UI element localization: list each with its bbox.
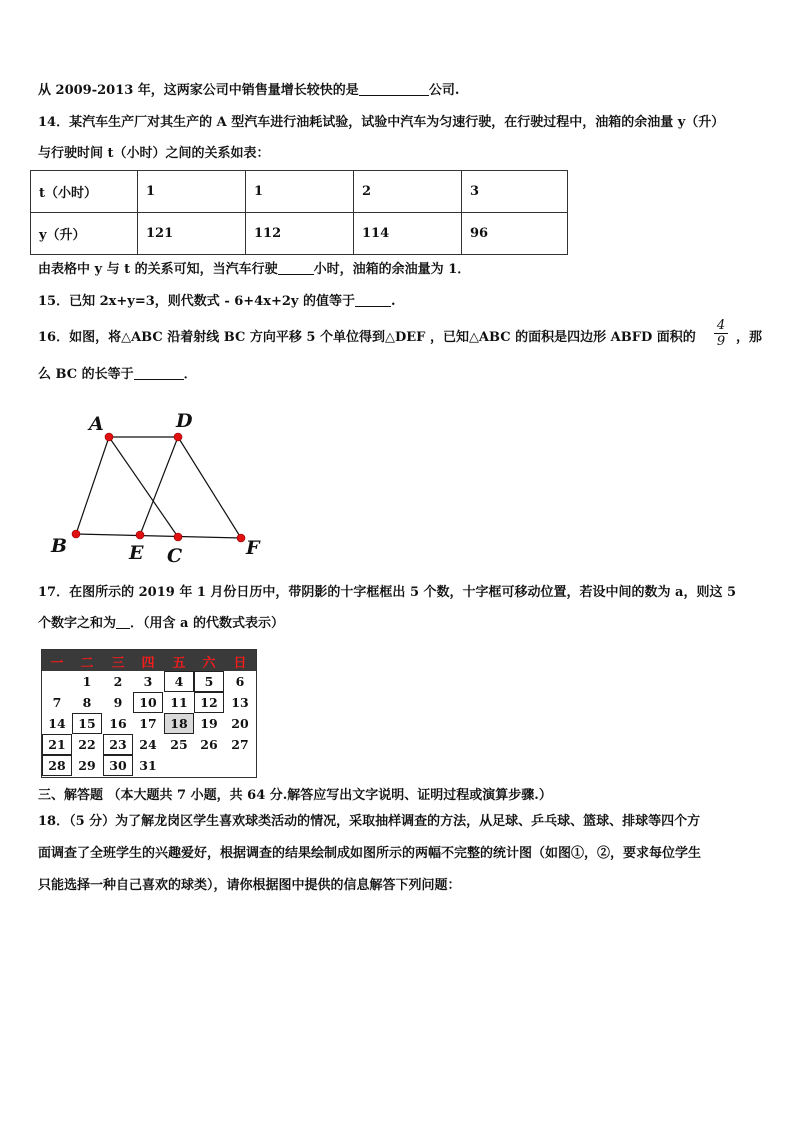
label-A: A [89, 413, 104, 435]
label-B: B [51, 535, 68, 557]
calendar-day-cell: 4 [164, 671, 194, 692]
weekday-label: 三 [111, 656, 125, 671]
calendar-day-cell: 20 [231, 716, 249, 731]
q16-line1: 16．如图，将△ABC 沿着射线 BC 方向平移 5 个单位得到△DEF ，已知△ABC 的面积是四边形 ABFD 面积的 [38, 330, 696, 345]
point-A [105, 433, 113, 441]
weekday-label: 六 [202, 656, 216, 671]
calendar-day-cell: 27 [231, 737, 249, 752]
table-cell: 1 [138, 171, 246, 213]
calendar-day-cell: 30 [103, 755, 133, 776]
calendar-day-cell: 31 [139, 758, 157, 773]
answer-blank [116, 615, 130, 629]
section-3-heading: 三、解答题 （本大题共 7 小题，共 64 分.解答应写出文字说明、证明过程或演算步骤.） [38, 788, 552, 803]
segment-DF [178, 437, 241, 538]
calendar-day-cell: 5 [194, 671, 224, 692]
segment-AB [76, 437, 109, 534]
weekday-label: 四 [141, 656, 155, 671]
answer-blank [359, 82, 429, 96]
calendar-day-cell: 10 [133, 692, 163, 713]
table-cell: 114 [354, 213, 462, 255]
fraction-four-ninths: $\frac{4}{9}$ [714, 318, 728, 350]
calendar-day-cell: 12 [194, 692, 224, 713]
table-row [31, 171, 568, 213]
q14-line1: 14．某汽车生产厂对其生产的 A 型汽车进行油耗试验，试验中汽车为匀速行驶，在行驶过程中，油箱的余油量 y（升） [38, 115, 725, 130]
q14-line2: 与行驶时间 t（小时）之间的关系如表： [38, 146, 270, 161]
calendar-day-cell [42, 671, 72, 692]
q17-line1: 17．在图所示的 2019 年 1 月份日历中，带阴影的十字框框出 5 个数，十字框可移动位置，若设中间的数为 a，则这 5 [38, 585, 737, 600]
calendar-day-cell: 6 [235, 674, 245, 689]
calendar-day-cell: 26 [200, 737, 218, 752]
calendar-day-cell: 15 [72, 713, 102, 734]
translation-figure [40, 400, 280, 575]
calendar-day-cell: 24 [139, 737, 157, 752]
calendar-day-cell: 23 [103, 734, 133, 755]
calendar-day-cell: 11 [170, 695, 188, 710]
table-cell: 1 [246, 171, 354, 213]
calendar-day-cell: 29 [78, 758, 96, 773]
weekday-label: 五 [172, 656, 186, 671]
answer-blank [355, 293, 391, 307]
calendar-day-cell: 16 [109, 716, 127, 731]
answer-blank [134, 366, 184, 380]
calendar-day-cell: 7 [52, 695, 62, 710]
calendar-day-cell [164, 755, 194, 776]
calendar-day-cell: 28 [42, 755, 72, 776]
calendar-day-cell: 19 [200, 716, 218, 731]
q16-line1-end: ，那 [736, 330, 763, 345]
calendar-day-cell: 2 [113, 674, 123, 689]
point-C [174, 533, 182, 541]
label-E: E [129, 542, 144, 564]
table-header-cell: t（小时） [31, 171, 138, 213]
calendar-day-cell: 1 [82, 674, 92, 689]
table-cell: 3 [462, 171, 568, 213]
table-cell: 96 [462, 213, 568, 255]
calendar-day-cell: 13 [231, 695, 249, 710]
segment-BF [76, 534, 241, 538]
calendar-day-cell: 22 [78, 737, 96, 752]
table-cell: 121 [138, 213, 246, 255]
answer-blank [278, 261, 314, 275]
table-cell: 112 [246, 213, 354, 255]
point-B [72, 530, 80, 538]
point-D [174, 433, 182, 441]
segment-AC [109, 437, 178, 537]
calendar-day-cell: 9 [113, 695, 123, 710]
q18-line3: 只能选择一种自己喜欢的球类），请你根据图中提供的信息解答下列问题： [38, 878, 461, 893]
calendar-day-cell: 21 [42, 734, 72, 755]
calendar-day-cell: 8 [82, 695, 92, 710]
label-C: C [167, 545, 183, 567]
q13-tail-line: 从 2009-2013 年，这两家公司中销售量增长较快的是 公司. [38, 83, 460, 98]
weekday-label: 一 [50, 656, 64, 671]
q18-line1: 18．（5 分）为了解龙岗区学生喜欢球类活动的情况，采取抽样调查的方法，从足球、乒乓球、篮球、排球等四个方 [38, 814, 701, 829]
calendar-weekday-header [42, 650, 256, 671]
calendar-day-cell: 17 [139, 716, 157, 731]
calendar-day-cell [225, 755, 255, 776]
calendar-day-cell: 25 [170, 737, 188, 752]
weekday-label: 二 [80, 656, 94, 671]
label-F: F [246, 537, 260, 559]
point-F [237, 534, 245, 542]
calendar-day-cell: 14 [48, 716, 66, 731]
table-cell: 2 [354, 171, 462, 213]
q15-line: 15．已知 2x+y=3，则代数式 - 6+4x+2y 的值等于 . [38, 294, 396, 309]
q16-line2: 么 BC 的长等于 ． [38, 367, 197, 382]
table-row [31, 213, 568, 255]
q17-line2: 个数字之和为 ．（用含 a 的代数式表示） [38, 616, 284, 631]
segment-DE [140, 437, 178, 535]
calendar-day-cell [194, 755, 224, 776]
q18-line2: 面调查了全班学生的兴趣爱好，根据调查的结果绘制成如图所示的两幅不完整的统计图（如图①，②，要求每位学生 [38, 846, 702, 861]
table-header-cell: y（升） [31, 213, 138, 255]
point-E [136, 531, 144, 539]
weekday-label: 日 [233, 656, 247, 671]
calendar-day-cell: 3 [143, 674, 153, 689]
january-2019-calendar [41, 649, 257, 778]
calendar-day-cell: 18 [164, 713, 194, 734]
q14-after-line: 由表格中 y 与 t 的关系可知，当汽车行驶 小时，油箱的余油量为 1． [38, 262, 471, 277]
label-D: D [176, 410, 193, 432]
q14-data-table [30, 170, 568, 255]
